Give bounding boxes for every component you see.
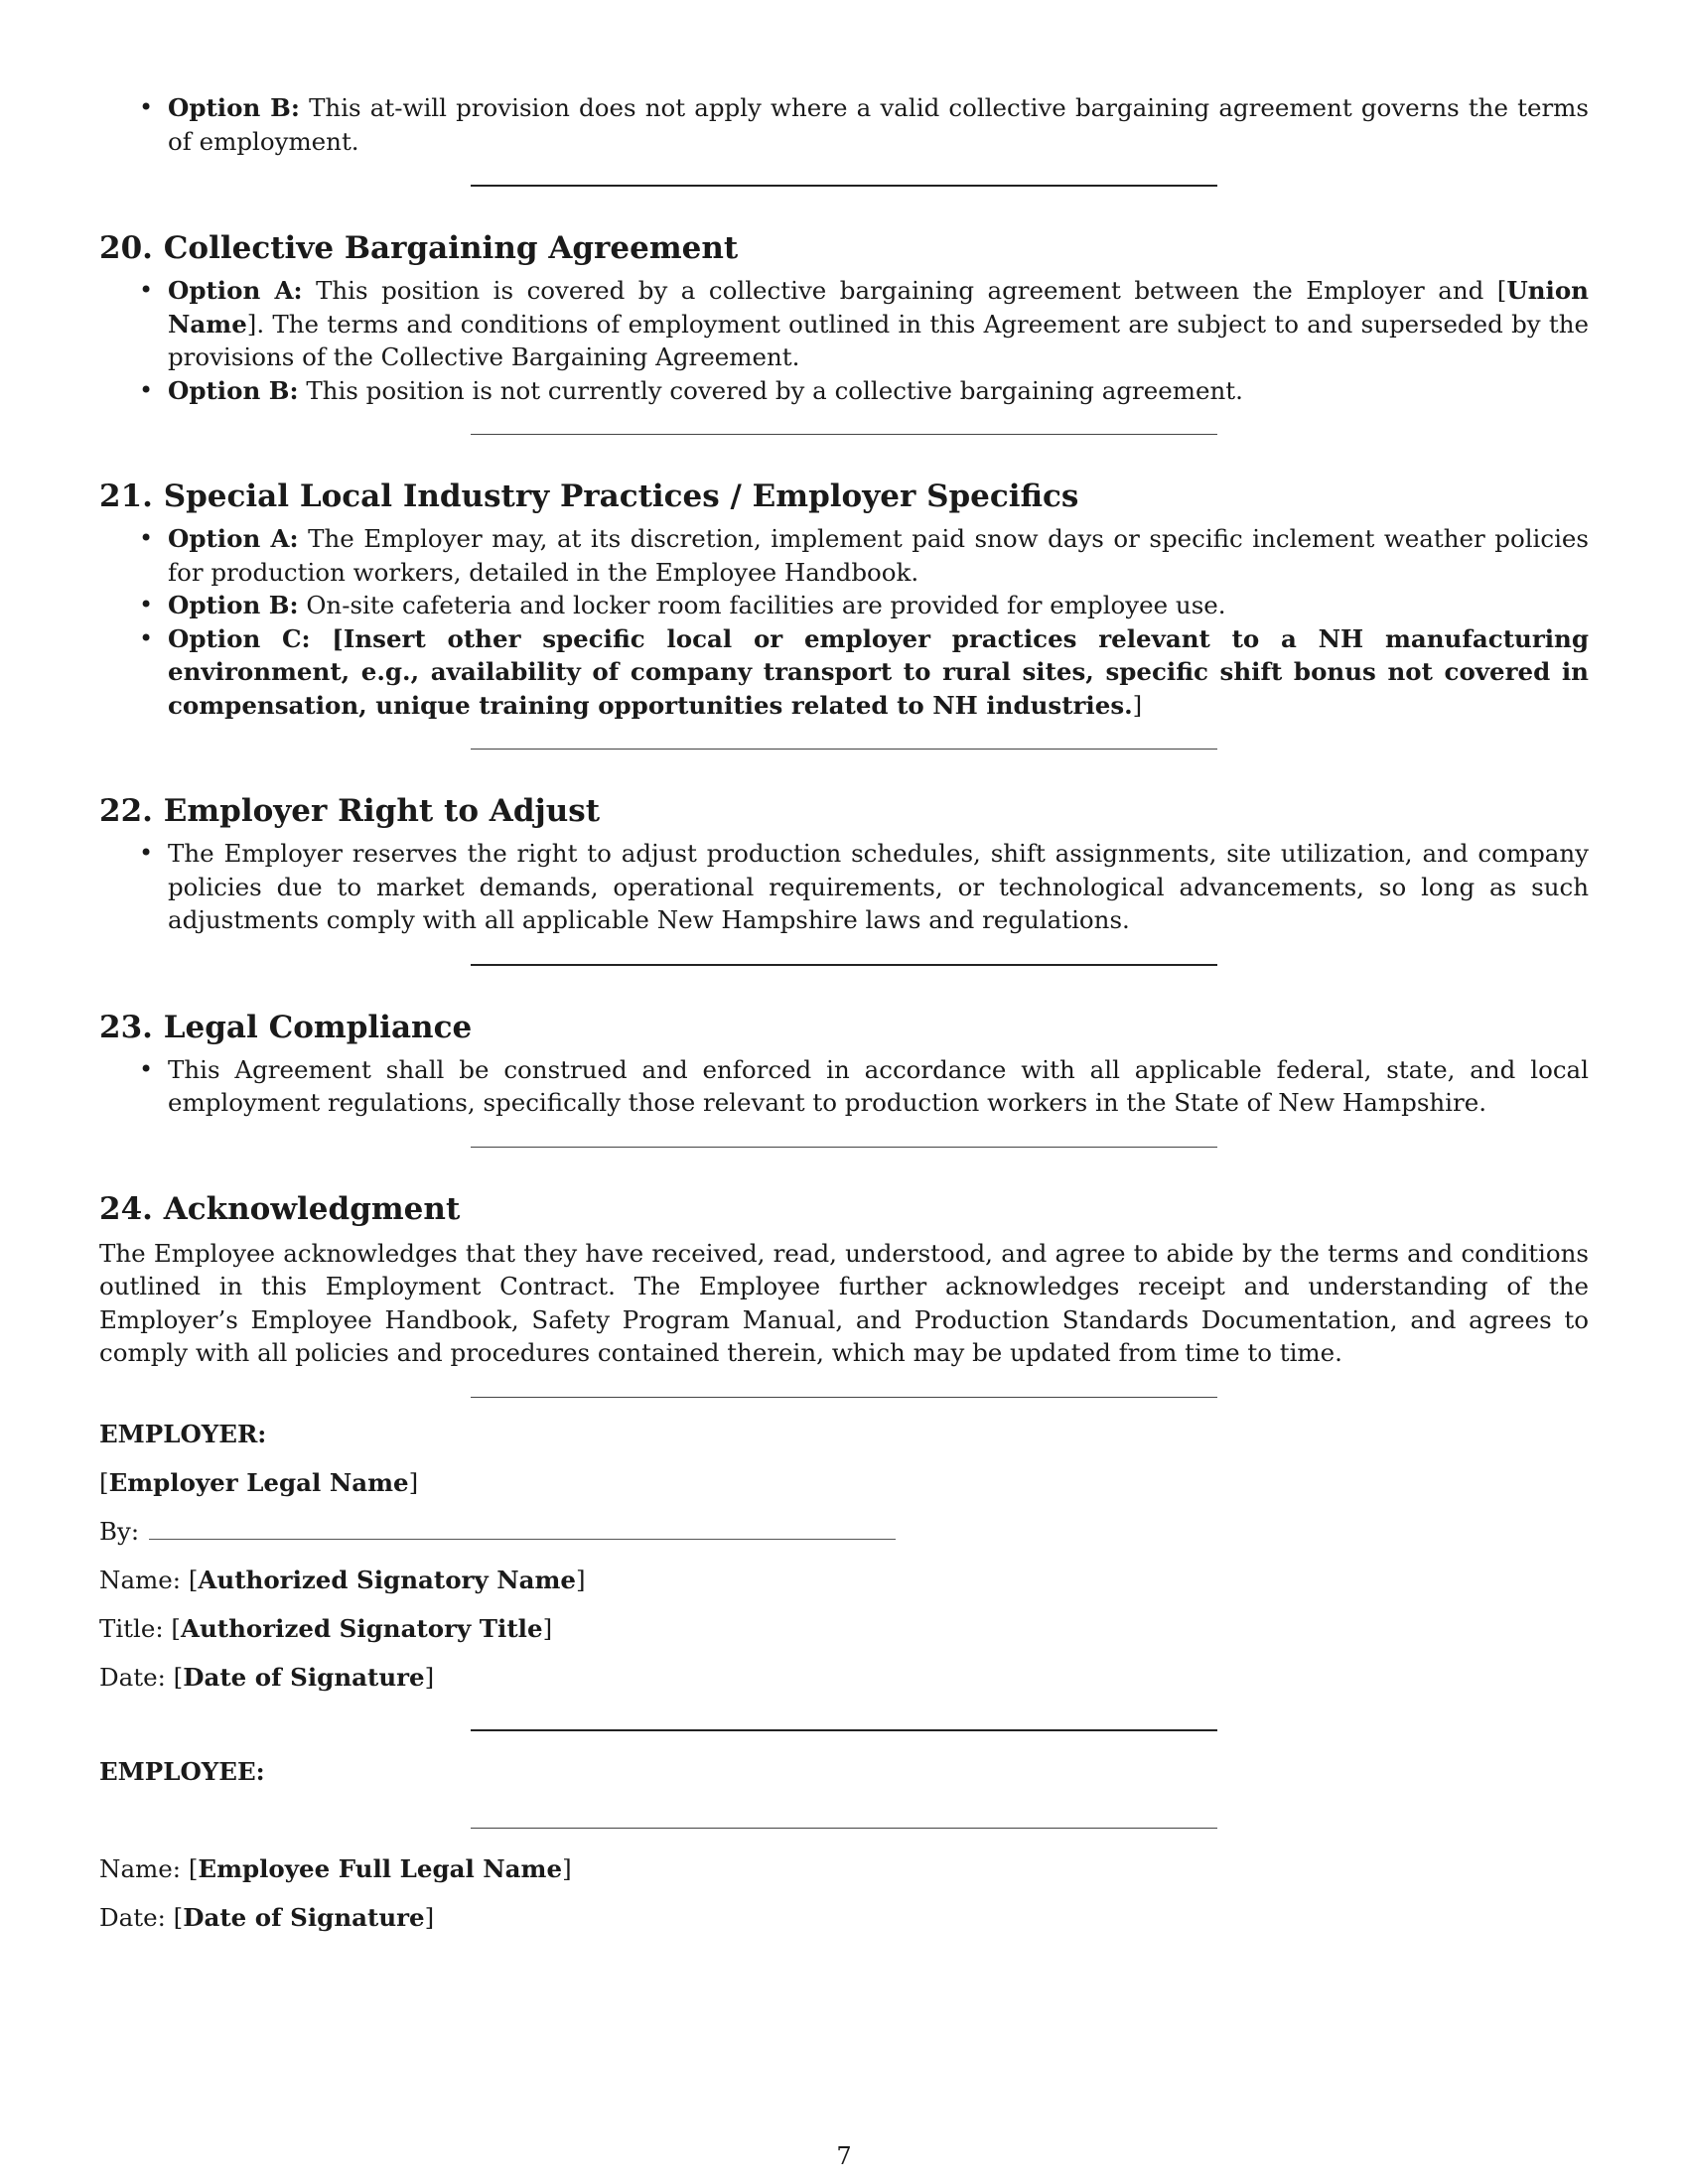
section-21-heading: 21. Special Local Industry Practices / Employer Specifics xyxy=(99,478,1079,514)
signatory-title: Authorized Signatory Title xyxy=(180,1613,543,1643)
section-19-option-b xyxy=(168,91,1589,158)
name-label: Name: xyxy=(99,1853,182,1883)
section-20-option-b xyxy=(168,374,1589,408)
title-label: Title: xyxy=(99,1613,164,1643)
option-text: This at-will provision does not apply where a valid collective bargaining agreement governs the terms of employment. xyxy=(168,93,1589,156)
section-divider xyxy=(471,434,1217,435)
employee-signature-line[interactable] xyxy=(471,1828,1217,1829)
employee-signature-date: Date of Signature xyxy=(183,1902,425,1932)
section-21-option-b xyxy=(168,589,1589,622)
employee-full-name: Employee Full Legal Name xyxy=(198,1853,563,1883)
section-20-heading: 20. Collective Bargaining Agreement xyxy=(99,230,739,266)
date-label: Date: xyxy=(99,1662,166,1692)
employer-signature-date: Date of Signature xyxy=(183,1662,425,1692)
section-20-options xyxy=(99,274,1589,407)
employer-signature-block: EMPLOYER: [Employer Legal Name] By: Name: [Authorized Signatory Name] Title: [Authorized Signatory Title] Date: [Date of Signature] xyxy=(99,1418,1589,1694)
section-22-item: • The Employer reserves the right to adjust production schedules, shift assignments, site utilization, and company policies due to market demands, operational requirements, or technological advancements, so long as such adjustments comply with all applicable New Hampshire laws and regulations. xyxy=(168,837,1589,937)
employer-signature-line[interactable] xyxy=(149,1519,896,1540)
section-22-list xyxy=(99,837,1589,937)
section-divider xyxy=(471,185,1217,187)
section-21-option-c xyxy=(168,622,1589,723)
option-text: ] xyxy=(1132,690,1143,720)
option-label: Option C: xyxy=(168,623,311,653)
acknowledgment-paragraph: The Employee acknowledges that they have received, read, understood, and agree to abide by the terms and conditions outlined in this Employment Contract. The Employee further acknowledges receipt and understanding of the Employer’s Employee Handbook, Safety Program Manual, and Production Standards Documentation, and agrees to comply with all policies and procedures contained therein, which may be updated from time to time. xyxy=(99,1238,1589,1367)
employee-label: EMPLOYEE: xyxy=(99,1756,265,1786)
option-text: This position is covered by a collective bargaining agreement between the Employer and [ xyxy=(302,276,1507,305)
section-23-heading: 23. Legal Compliance xyxy=(99,1009,473,1045)
document-page xyxy=(99,91,1589,1934)
section-24-heading: 24. Acknowledgment xyxy=(99,1190,461,1227)
option-text: [ xyxy=(310,623,344,653)
employer-label: EMPLOYER: xyxy=(99,1419,267,1448)
section-divider xyxy=(471,1397,1217,1398)
insert-practices-placeholder: Insert other specific local or employer practices relevant to a NH manufacturing environment, e.g., availability of company transport to rural sites, specific shift bonus not covered in compensation, unique training opportunities related to NH industries. xyxy=(168,623,1589,720)
section-22-heading: 22. Employer Right to Adjust xyxy=(99,793,601,829)
date-label: Date: xyxy=(99,1902,166,1932)
option-label: Option A: xyxy=(168,524,299,553)
section-21-option-a xyxy=(168,522,1589,589)
union-name-placeholder: Union Name xyxy=(168,276,1589,339)
page-number: 7 xyxy=(836,2142,852,2170)
by-label: By: xyxy=(99,1516,140,1546)
option-label: Option B: xyxy=(168,93,300,122)
option-text: On-site cafeteria and locker room facilities are provided for employee use. xyxy=(298,591,1226,619)
section-divider xyxy=(471,1729,1217,1731)
section-20-option-a xyxy=(168,274,1589,374)
option-text: ]. The terms and conditions of employment outlined in this Agreement are subject to and superseded by the provisions of the Collective Bargaining Agreement. xyxy=(168,309,1589,371)
employer-legal-name: Employer Legal Name xyxy=(108,1467,409,1497)
employee-details: Name: [Employee Full Legal Name] Date: [Date of Signature] xyxy=(99,1853,572,1932)
name-label: Name: xyxy=(99,1565,182,1594)
section-21-options xyxy=(99,522,1589,722)
option-text: This position is not currently covered by a collective bargaining agreement. xyxy=(298,375,1243,405)
signatory-name: Authorized Signatory Name xyxy=(198,1565,576,1594)
section-19-options xyxy=(99,91,1589,158)
option-text: The Employer may, at its discretion, implement paid snow days or specific inclement weather policies for production workers, detailed in the Employee Handbook. xyxy=(168,524,1589,587)
option-label: Option B: xyxy=(168,591,299,619)
section-23-list xyxy=(99,1053,1589,1120)
section-divider xyxy=(471,749,1217,750)
employee-signature-block xyxy=(99,1755,1589,1788)
section-divider xyxy=(471,964,1217,966)
section-divider xyxy=(471,1147,1217,1148)
option-label: Option A: xyxy=(168,276,303,305)
option-label: Option B: xyxy=(168,375,299,405)
section-23-item: • This Agreement shall be construed and enforced in accordance with all applicable federal, state, and local employment regulations, specifically those relevant to production workers in the State of New Hampshire. xyxy=(168,1053,1589,1120)
